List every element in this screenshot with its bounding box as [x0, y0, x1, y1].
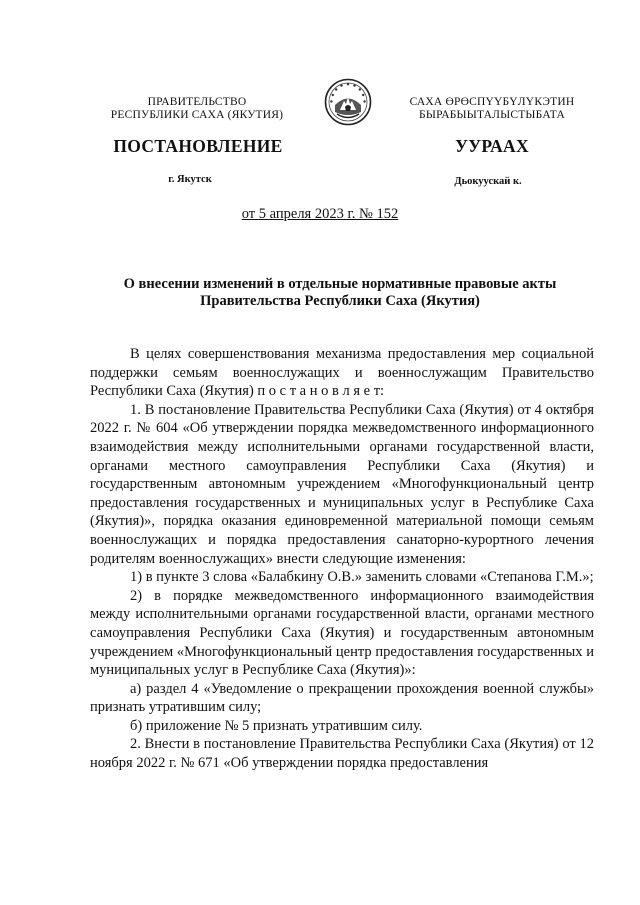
header-org-ru-line1: ПРАВИТЕЛЬСТВО	[147, 96, 247, 108]
body-paragraph: б) приложение № 5 признать утратившим силу.	[130, 717, 423, 734]
body-paragraph: 1. В постановление Правительства Республики Саха (Якутия) от 4 октября 2022 г. № 604 «Об утверждении порядка межведомственного информационного взаимодействия между исполнительными органами государственной власти, органами местного самоуправления Республики Саха (Якутия) и государственным автономным учреждением «Многофункциональный центр предоставления государственных и муниципальных услуг в Республике Саха (Якутия)», порядка оказания единовременной материальной помощи семьям военнослужащих и порядка предоставления санаторно-курортного лечения родителям военнослужащих» внести следующие изменения:	[90, 401, 594, 567]
header-org-sakha-line1: САХА ӨРӨСПҮҮБҮЛҮКЭТИН	[409, 96, 575, 108]
document-body	[90, 345, 594, 773]
body-paragraph: 1) в пункте 3 слова «Балабкину О.В.» заменить словами «Степанова Г.М.»;	[130, 569, 594, 586]
header-org-sakha	[392, 96, 592, 122]
doc-type-sakha: УУРААХ	[455, 136, 529, 156]
date-number	[0, 206, 640, 223]
body-paragraph: а) раздел 4 «Уведомление о прекращении прохождения военной службы» признать утратившим силу;	[90, 680, 594, 716]
document-title-line2: Правительства Республики Саха (Якутия)	[200, 293, 480, 309]
sakha-coat-of-arms-icon	[324, 78, 372, 126]
header-org-ru-line2: РЕСПУБЛИКИ САХА (ЯКУТИЯ)	[110, 109, 284, 121]
body-paragraph: В целях совершенствования механизма предоставления мер социальной поддержки семьям военнослужащих и военнослужащим Правительство Республики Саха (Якутия) п о с т а н о в л я е т:	[90, 346, 594, 400]
city-sakha: Дьокуускай к.	[454, 176, 522, 187]
document-title-line1: О внесении изменений в отдельные нормативные правовые акты	[123, 276, 557, 292]
document-title	[90, 276, 590, 310]
body-paragraph: 2. Внести в постановление Правительства Республики Саха (Якутия) от 12 ноября 2022 г. № 671 «Об утверждении порядка предоставления	[90, 736, 594, 772]
date-number-text: от 5 апреля 2023 г. № 152	[241, 206, 399, 222]
doc-type-ru: ПОСТАНОВЛЕНИЕ	[113, 136, 283, 156]
header-org-ru	[98, 96, 296, 122]
body-paragraph: 2) в порядке межведомственного информационного взаимодействия между исполнительными органами государственной власти, органами местного самоуправления Республики Саха (Якутия) и государственным автономным учреждением «Многофункциональный центр предоставления государственных и муниципальных услуг в Республике Саха (Якутия)»:	[90, 587, 594, 679]
city-ru: г. Якутск	[168, 174, 212, 185]
header-org-sakha-line2: БЫРАБЫЫТАЛЫСТЫБАТА	[419, 109, 565, 121]
